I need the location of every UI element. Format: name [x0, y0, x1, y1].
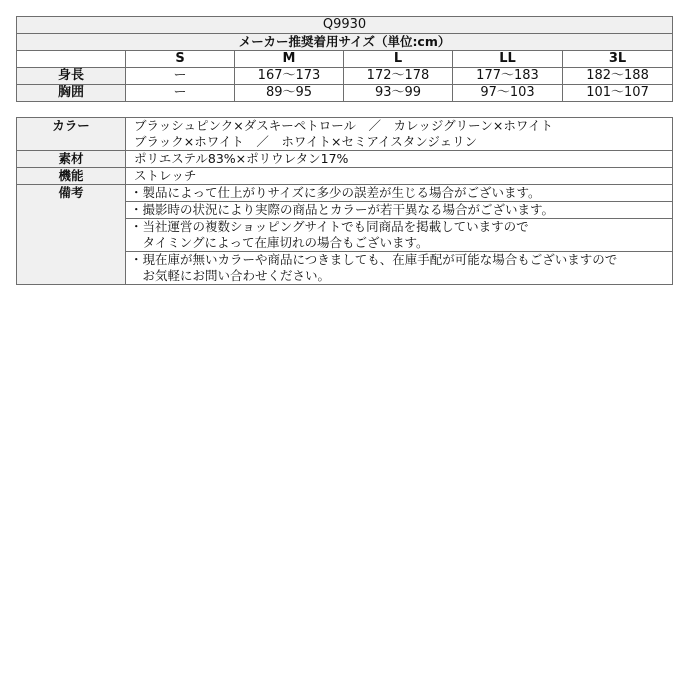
- color-value: [126, 118, 673, 151]
- height-ll: 177〜183: [453, 68, 563, 85]
- size-header-l: L: [344, 51, 453, 68]
- size-header-blank: [17, 51, 126, 68]
- chest-3l: 101〜107: [563, 85, 673, 102]
- height-label: 身長: [17, 68, 126, 85]
- remark-note-1: [126, 185, 673, 202]
- chest-s: ー: [126, 85, 235, 102]
- material-value: ポリエステル83%×ポリウレタン17%: [126, 151, 673, 168]
- function-value: ストレッチ: [126, 168, 673, 185]
- color-label: カラー: [17, 118, 126, 151]
- material-label: 素材: [17, 151, 126, 168]
- remark-note-3: [126, 219, 673, 252]
- size-header-s: S: [126, 51, 235, 68]
- remark-note-4: [126, 252, 673, 285]
- remarks-label: 備考: [17, 185, 126, 285]
- remark-note-3-line-2: タイミングによって在庫切れの場合もございます。: [130, 235, 429, 250]
- product-code: Q9930: [17, 17, 673, 34]
- size-header-m: M: [235, 51, 344, 68]
- chest-l: 93〜99: [344, 85, 453, 102]
- chest-row: [17, 85, 673, 102]
- chest-m: 89〜95: [235, 85, 344, 102]
- color-row: [17, 118, 673, 151]
- function-label: 機能: [17, 168, 126, 185]
- height-s: ー: [126, 68, 235, 85]
- spec-table: [16, 117, 673, 285]
- color-line-1: ブラッシュピンク×ダスキーペトロール ／ カレッジグリーン×ホワイト: [134, 118, 553, 133]
- chest-label: 胸囲: [17, 85, 126, 102]
- height-3l: 182〜188: [563, 68, 673, 85]
- size-header-ll: LL: [453, 51, 563, 68]
- remark-note-3-line-1: ・当社運営の複数ショッピングサイトでも同商品を掲載していますので: [130, 219, 529, 234]
- size-table: [16, 16, 673, 102]
- color-line-2: ブラック×ホワイト ／ ホワイト×セミアイスタンジェリン: [134, 134, 478, 149]
- height-row: [17, 68, 673, 85]
- size-header-3l: 3L: [563, 51, 673, 68]
- size-table-subtitle: メーカー推奨着用サイズ（単位:cm）: [17, 34, 673, 51]
- remark-note-4-line-1: ・現在庫が無いカラーや商品につきましても、在庫手配が可能な場合もございますので: [130, 252, 618, 267]
- size-header-row: [17, 51, 673, 68]
- height-m: 167〜173: [235, 68, 344, 85]
- remark-note-2: [126, 202, 673, 219]
- height-l: 172〜178: [344, 68, 453, 85]
- remark-note-4-line-2: お気軽にお問い合わせください。: [130, 268, 331, 283]
- function-row: [17, 168, 673, 185]
- remarks-row-1: [17, 185, 673, 202]
- remark-note-2-line-1: ・撮影時の状況により実際の商品とカラーが若干異なる場合がございます。: [130, 202, 555, 217]
- remark-note-1-line-1: ・製品によって仕上がりサイズに多少の誤差が生じる場合がございます。: [130, 185, 541, 200]
- material-row: [17, 151, 673, 168]
- chest-ll: 97〜103: [453, 85, 563, 102]
